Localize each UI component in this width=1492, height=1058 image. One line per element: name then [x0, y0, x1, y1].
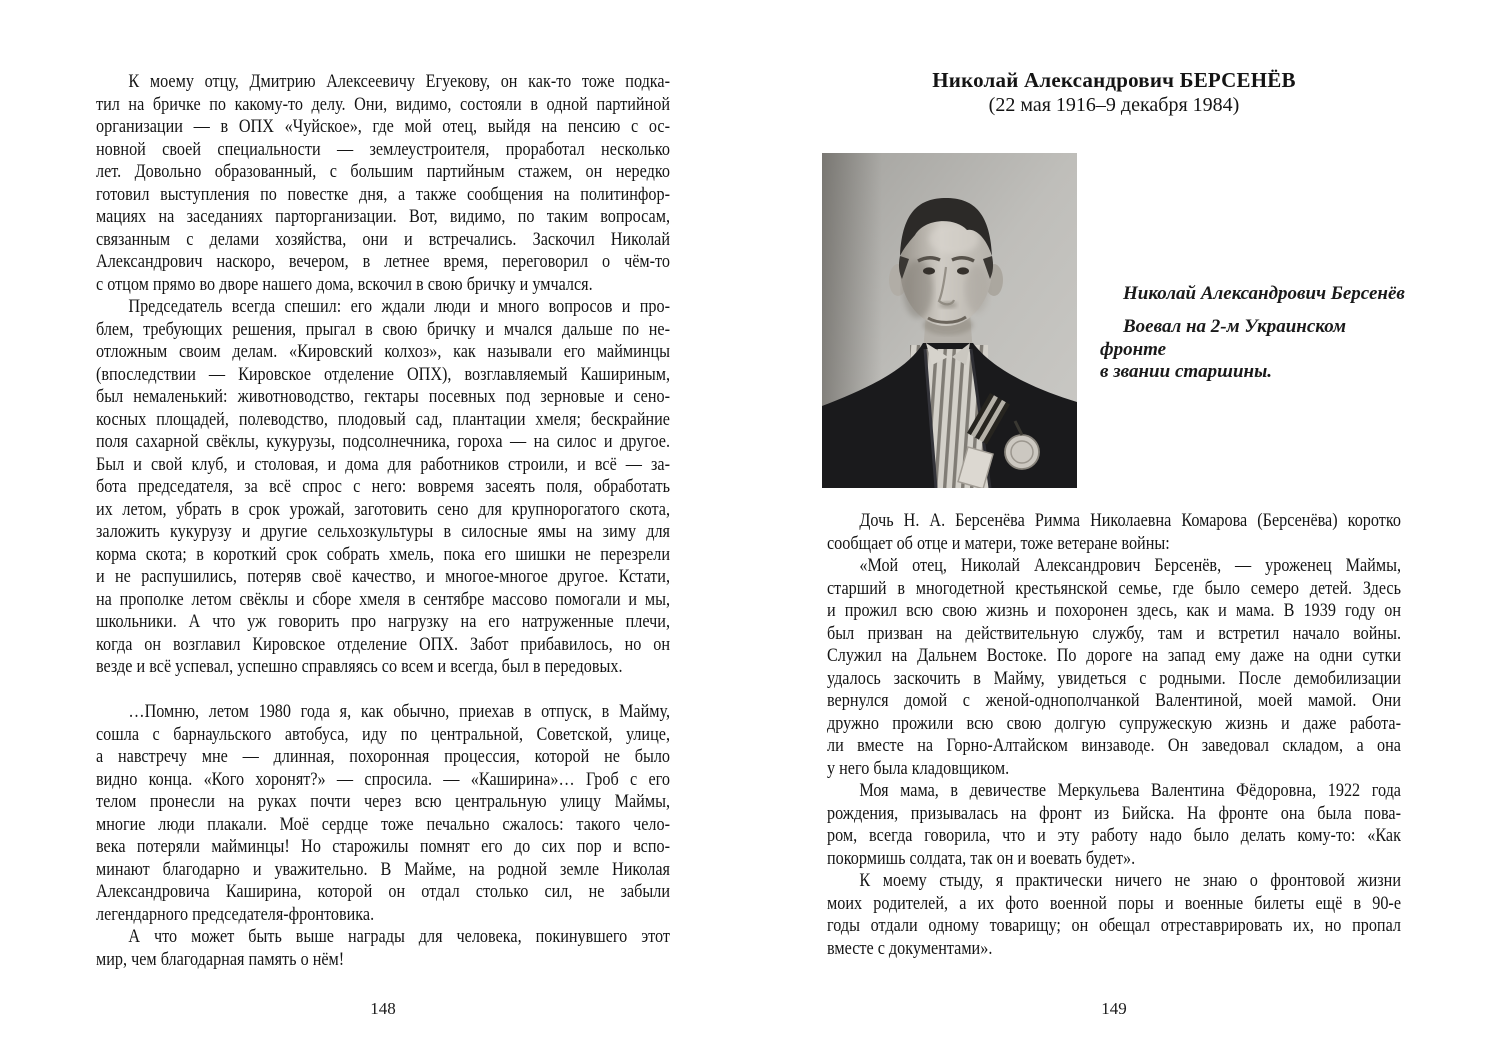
text-line: Был и свой клуб, и столовая, и дома для работников строили, и всё — за-: [96, 454, 670, 475]
text-line: телом пронесли на руках почти через всю центральную улицу Маймы,: [96, 792, 670, 812]
text-line: старший в многодетной крестьянской семье, где было семеро детей. Здесь: [827, 578, 1401, 599]
text-line: на прополке летом свёклы и сборе хмеля в сентябре массово помогали и мы,: [96, 589, 670, 610]
text-line: заложить кукурузу и другие сельхозкультуры в силосные ямы на зиму для: [96, 522, 670, 542]
text-line: …Помню, летом 1980 года я, как обычно, приехав в отпуск, в Майму,: [128, 702, 670, 722]
text-line: Александрович наскоро, вечером, в летнее время, переговорил о чём-то: [96, 252, 670, 272]
text-line: Дочь Н. А. Берсенёва Римма Николаевна Комарова (Берсенёва) коротко: [859, 511, 1401, 531]
text-line: и не распушились, потеряв своё качество, и многое-многое другое. Кстати,: [96, 567, 670, 587]
text-line: и прожил всю свою жизнь и похоронен здесь, как и мама. В 1939 году он: [827, 601, 1401, 621]
right-page-text: [827, 510, 1401, 960]
text-line: дружно прожили всю свою долгую супружескую жизнь и даже работа-: [827, 713, 1401, 734]
paragraph: [827, 870, 1401, 960]
text-line: К моему отцу, Дмитрию Алексеевичу Егуекову, он как-то тоже подка-: [128, 72, 670, 92]
text-line: вместе с документами».: [827, 938, 993, 959]
text-line: видно конца. «Кого хоронят?» — спросила. — «Каширина»… Гроб с его: [96, 769, 670, 790]
text-line: готовил выступления по повестке дня, а также сообщения на политинфор-: [96, 184, 670, 205]
life-dates-subtitle: (22 мая 1916–9 декабря 1984): [988, 94, 1240, 116]
paragraph: [96, 701, 670, 926]
text-line: их летом, убрать в срок урожай, заготовить сено для крупнорогатого скота,: [96, 499, 670, 520]
text-line: корма скота; в короткий срок собрать хмель, пока его шишки не перезрели: [96, 544, 670, 565]
chapter-heading: [827, 68, 1401, 118]
photo-caption: [1100, 283, 1412, 384]
text-line: ли вместе на Горно-Алтайском винзаводе. Он заведовал складом, а она: [827, 736, 1401, 756]
text-line: блем, требующих решения, прыгал в свою бричку и мчался дальше по не-: [96, 319, 670, 340]
text-line: поля сахарной свёклы, кукурузы, подсолнечника, гороха — на силос и другое.: [96, 432, 670, 452]
text-line: Моя мама, в девичестве Меркульева Валентина Фёдоровна, 1922 года: [859, 781, 1401, 801]
text-line: А что может быть выше награды для человека, покинувшего этот: [128, 927, 670, 947]
portrait-photo-image: [822, 153, 1077, 488]
left-page-number: 148: [370, 999, 396, 1018]
text-line: (впоследствии — Кировское отделение ОПХ), возглавляемый Кашириным,: [96, 364, 670, 385]
paragraph: [827, 555, 1401, 780]
text-line: тил на бричке по какому-то делу. Они, видимо, состояли в одной партийной: [96, 94, 670, 115]
text-line: когда он возглавил Кировское отделение ОПХ. Забот прибавилось, но он: [96, 634, 670, 655]
text-line: мациях на заседаниях парторганизации. Вот, видимо, по таким вопросам,: [96, 207, 670, 227]
text-line: мир, чем благодарная память о нём!: [96, 949, 345, 970]
paragraph: [827, 780, 1401, 870]
text-line: а навстречу мне — длинная, похоронная процессия, которой не было: [96, 747, 670, 767]
paragraph: [96, 296, 670, 679]
text-line: удалось заскочить в Майму, увидеться с родными. После демобилизации: [827, 668, 1401, 689]
text-line: ром, всегда говорила, что и эту работу надо было делать кому-то: «Как: [827, 826, 1401, 846]
text-line: с отцом прямо во дворе нашего дома, вскочил в свою бричку и умчался.: [96, 274, 593, 295]
paragraph: [96, 71, 670, 296]
text-line: Служил на Дальнем Востоке. По дороге на запад ему даже на одни сутки: [827, 646, 1401, 666]
text-line: рождения, призывалась на фронт из Бийска. На фронте она была пова-: [827, 803, 1401, 824]
caption-service-line: Воевал на 2-м Украинском фронте: [1100, 316, 1346, 360]
text-line: связанным с делами хозяйства, они и встречались. Заскочил Николай: [96, 229, 670, 250]
caption-rank-line: в звании старшины.: [1100, 361, 1273, 382]
text-line: организации — в ОПХ «Чуйское», где мой отец, выйдя на пенсию с ос-: [96, 117, 670, 137]
text-line: Александровича Каширина, которой он отдал столько сил, не забыли: [96, 882, 670, 902]
text-line: сошла с барнаульского автобуса, иду по центральной, Советской, улице,: [96, 724, 670, 745]
text-line: бота председателя, за всё спрос с него: вовремя засеять поля, обработать: [96, 477, 670, 497]
text-line: у него была кладовщиком.: [827, 758, 1010, 779]
text-line: был призван на действительную службу, там и встретил начало войны.: [827, 623, 1401, 644]
text-line: покормишь солдата, так он и воевать будет».: [827, 848, 1136, 869]
text-line: К моему стыду, я практически ничего не знаю о фронтовой жизни: [859, 871, 1401, 891]
caption-name-line: Николай Александрович Берсенёв: [1123, 283, 1405, 304]
text-line: годы отдали одному товарищу; он обещал отреставрировать их, но пропал: [827, 916, 1401, 936]
text-line: минают благодарно и уважительно. В Майме, на родной земле Николая: [96, 859, 670, 880]
text-line: школьники. А что уж говорить про нагрузку на его натруженные плечи,: [96, 612, 670, 632]
text-line: «Мой отец, Николай Александрович Берсенёв, — уроженец Маймы,: [859, 556, 1401, 576]
left-page-text: [96, 71, 670, 971]
paragraph: [96, 926, 670, 971]
text-line: легендарного председателя-фронтовика.: [96, 904, 375, 925]
text-line: вернулся домой с женой-однополчанкой Валентиной, моей мамой. Они: [827, 691, 1401, 711]
text-line: Председатель всегда спешил: его ждали люди и много вопросов и про-: [128, 297, 670, 317]
text-line: сообщает об отце и матери, тоже ветеране войны:: [827, 533, 1170, 554]
text-line: моих родителей, а их фото военной поры и военные билеты ещё в 90-е: [827, 893, 1401, 914]
text-line: новной своей специальности — землеустроителя, проработал несколько: [96, 139, 670, 160]
text-line: века потеряли майминцы! Но старожилы помнят его до сих пор и вспо-: [96, 837, 670, 857]
text-line: лет. Довольно образованный, с большим партийным стажем, он нередко: [96, 162, 670, 182]
paragraph: [827, 510, 1401, 555]
portrait-photo: [822, 153, 1077, 488]
person-name-title: Николай Александрович БЕРСЕНЁВ: [932, 68, 1296, 92]
text-line: был немаленький: животноводство, гектары посевных под зерновые и сено-: [96, 387, 670, 407]
text-line: отложным своим делам. «Кировский колхоз», как называли его майминцы: [96, 342, 670, 362]
text-line: везде и всё успевал, успешно справляясь со всем и всегда, был в передовых.: [96, 657, 623, 677]
right-page-number: 149: [1101, 999, 1127, 1018]
text-line: многие люди плакали. Моё сердце тоже печально сжалось: такого чело-: [96, 814, 670, 835]
text-line: косных площадей, полеводство, плодовый сад, плантации хмеля; бескрайние: [96, 409, 670, 430]
